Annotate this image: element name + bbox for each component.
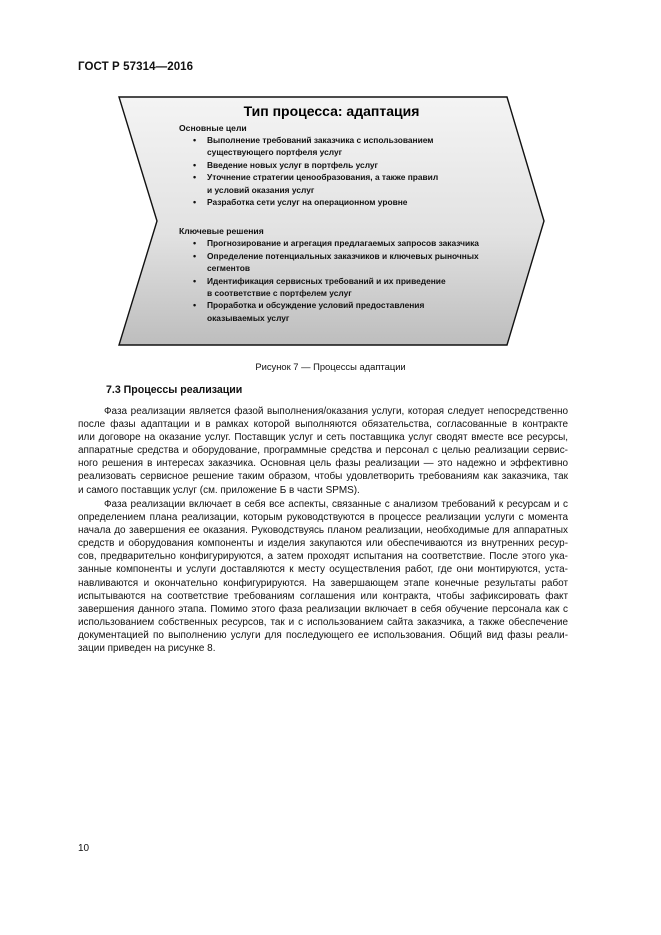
text-line: занные компоненты и услуги доставляются к месту осуществления работ, где они монтируются, уста-	[78, 564, 568, 576]
text-line: ного решения в интересах заказчика. Основная цель фазы реализации — это надежно и эффективно	[78, 458, 568, 470]
document-header: ГОСТ Р 57314—2016	[78, 61, 194, 73]
solutions-heading: Ключевые решения	[179, 226, 264, 237]
paragraph-1	[78, 405, 568, 497]
text-line: использованием собственных ресурсов, так и с использованием сайта заказчика, а также обеспечение	[78, 616, 568, 628]
figure-content	[179, 123, 504, 324]
text-line: Фаза реализации включает в себя все аспекты, связанные с анализом требований к ресурсам и с	[104, 499, 568, 510]
objective-item: • Разработка сети услуг на операционном уровне	[193, 197, 408, 208]
text-line: завершения данного этапа. Помимо этого фаза реализации включает в себя обучение персонала как с	[78, 603, 568, 615]
bullet-icon: •	[193, 300, 197, 311]
text-line: сов, предварительно конфигурируются, а затем проходят испытания на соответствие. После этого ука-	[78, 551, 568, 563]
bullet-icon: •	[193, 250, 197, 261]
figure-title: Тип процесса: адаптация	[243, 103, 420, 119]
bullet-icon: •	[193, 197, 197, 208]
bullet-icon: •	[193, 135, 197, 145]
text-line: или договоре на оказание услуг. Поставщик услуг и сеть поставщика услуг сводят вместе все ресурсы,	[78, 432, 568, 444]
text-line: Фаза реализации является фазой выполнения/оказания услуги, которая следует непосредственно	[104, 406, 568, 417]
bullet-icon: •	[193, 275, 197, 286]
text-line: навливаются и окончательно конфигурируются. На завершающем этапе конечные результаты работ	[78, 577, 568, 589]
text-line: аппаратные средства и оборудование, программные средства и персонал с целью реализации сервис-	[78, 445, 568, 457]
solutions-list	[179, 237, 504, 324]
text-line: определением плана реализации, которым руководствуются в процессе реализации услуги с момента	[78, 512, 568, 524]
objective-item: • Введение новых услуг в портфель услуг	[193, 159, 379, 170]
text-line: испытываются на соответствие требованиям соглашения или контракта, чтобы зафиксировать факт	[78, 590, 568, 602]
solution-item: • Идентификация сервисных требований и их приведение в соответствие с портфелем услуг	[193, 275, 446, 299]
bullet-icon: •	[193, 159, 197, 170]
figure-caption: Рисунок 7 — Процессы адаптации	[255, 361, 406, 372]
objective-item: • Выполнение требований заказчика с использованием существующего портфеля услуг	[193, 135, 434, 158]
page-number: 10	[78, 843, 90, 854]
text-line: средств и оборудования компоненты и изделия закупаются или обеспечиваются из внутренних ресур-	[78, 538, 568, 550]
text-line: зации приведен на рисунке 8.	[78, 643, 216, 655]
bullet-icon: •	[193, 172, 197, 183]
section-title: 7.3 Процессы реализации	[106, 384, 243, 396]
bullet-icon: •	[193, 238, 197, 249]
solution-item: • Прогнозирование и агрегация предлагаемых запросов заказчика	[193, 238, 479, 249]
text-line: реализовать сервисное решение таким образом, чтобы удовлетворить требованиям как заказчика, так	[78, 471, 568, 483]
text-line: документацией по выполнению услуги для последующего ее использования. Общий вид фазы реали-	[78, 629, 568, 641]
process-figure	[117, 95, 546, 347]
text-line: начала до завершения ее оказания. Руководствуясь планом реализации, необходимые для аппаратных	[78, 525, 568, 537]
text-line: и самого поставщик услуг (см. приложение Б в части SPMS).	[78, 484, 360, 496]
solution-item: • Проработка и обсуждение условий предоставления оказываемых услуг	[193, 300, 425, 323]
objectives-list	[179, 134, 504, 208]
objectives-heading: Основные цели	[179, 123, 247, 133]
solution-item: • Определение потенциальных заказчиков и ключевых рыночных сегментов	[193, 250, 479, 274]
objective-item: • Уточнение стратегии ценообразования, а также правил и условий оказания услуг	[193, 172, 439, 195]
text-line: после фазы адаптации и в рамках которой выполняются обязательства, согласованные в контракте	[78, 419, 568, 431]
paragraph-2	[78, 498, 568, 655]
